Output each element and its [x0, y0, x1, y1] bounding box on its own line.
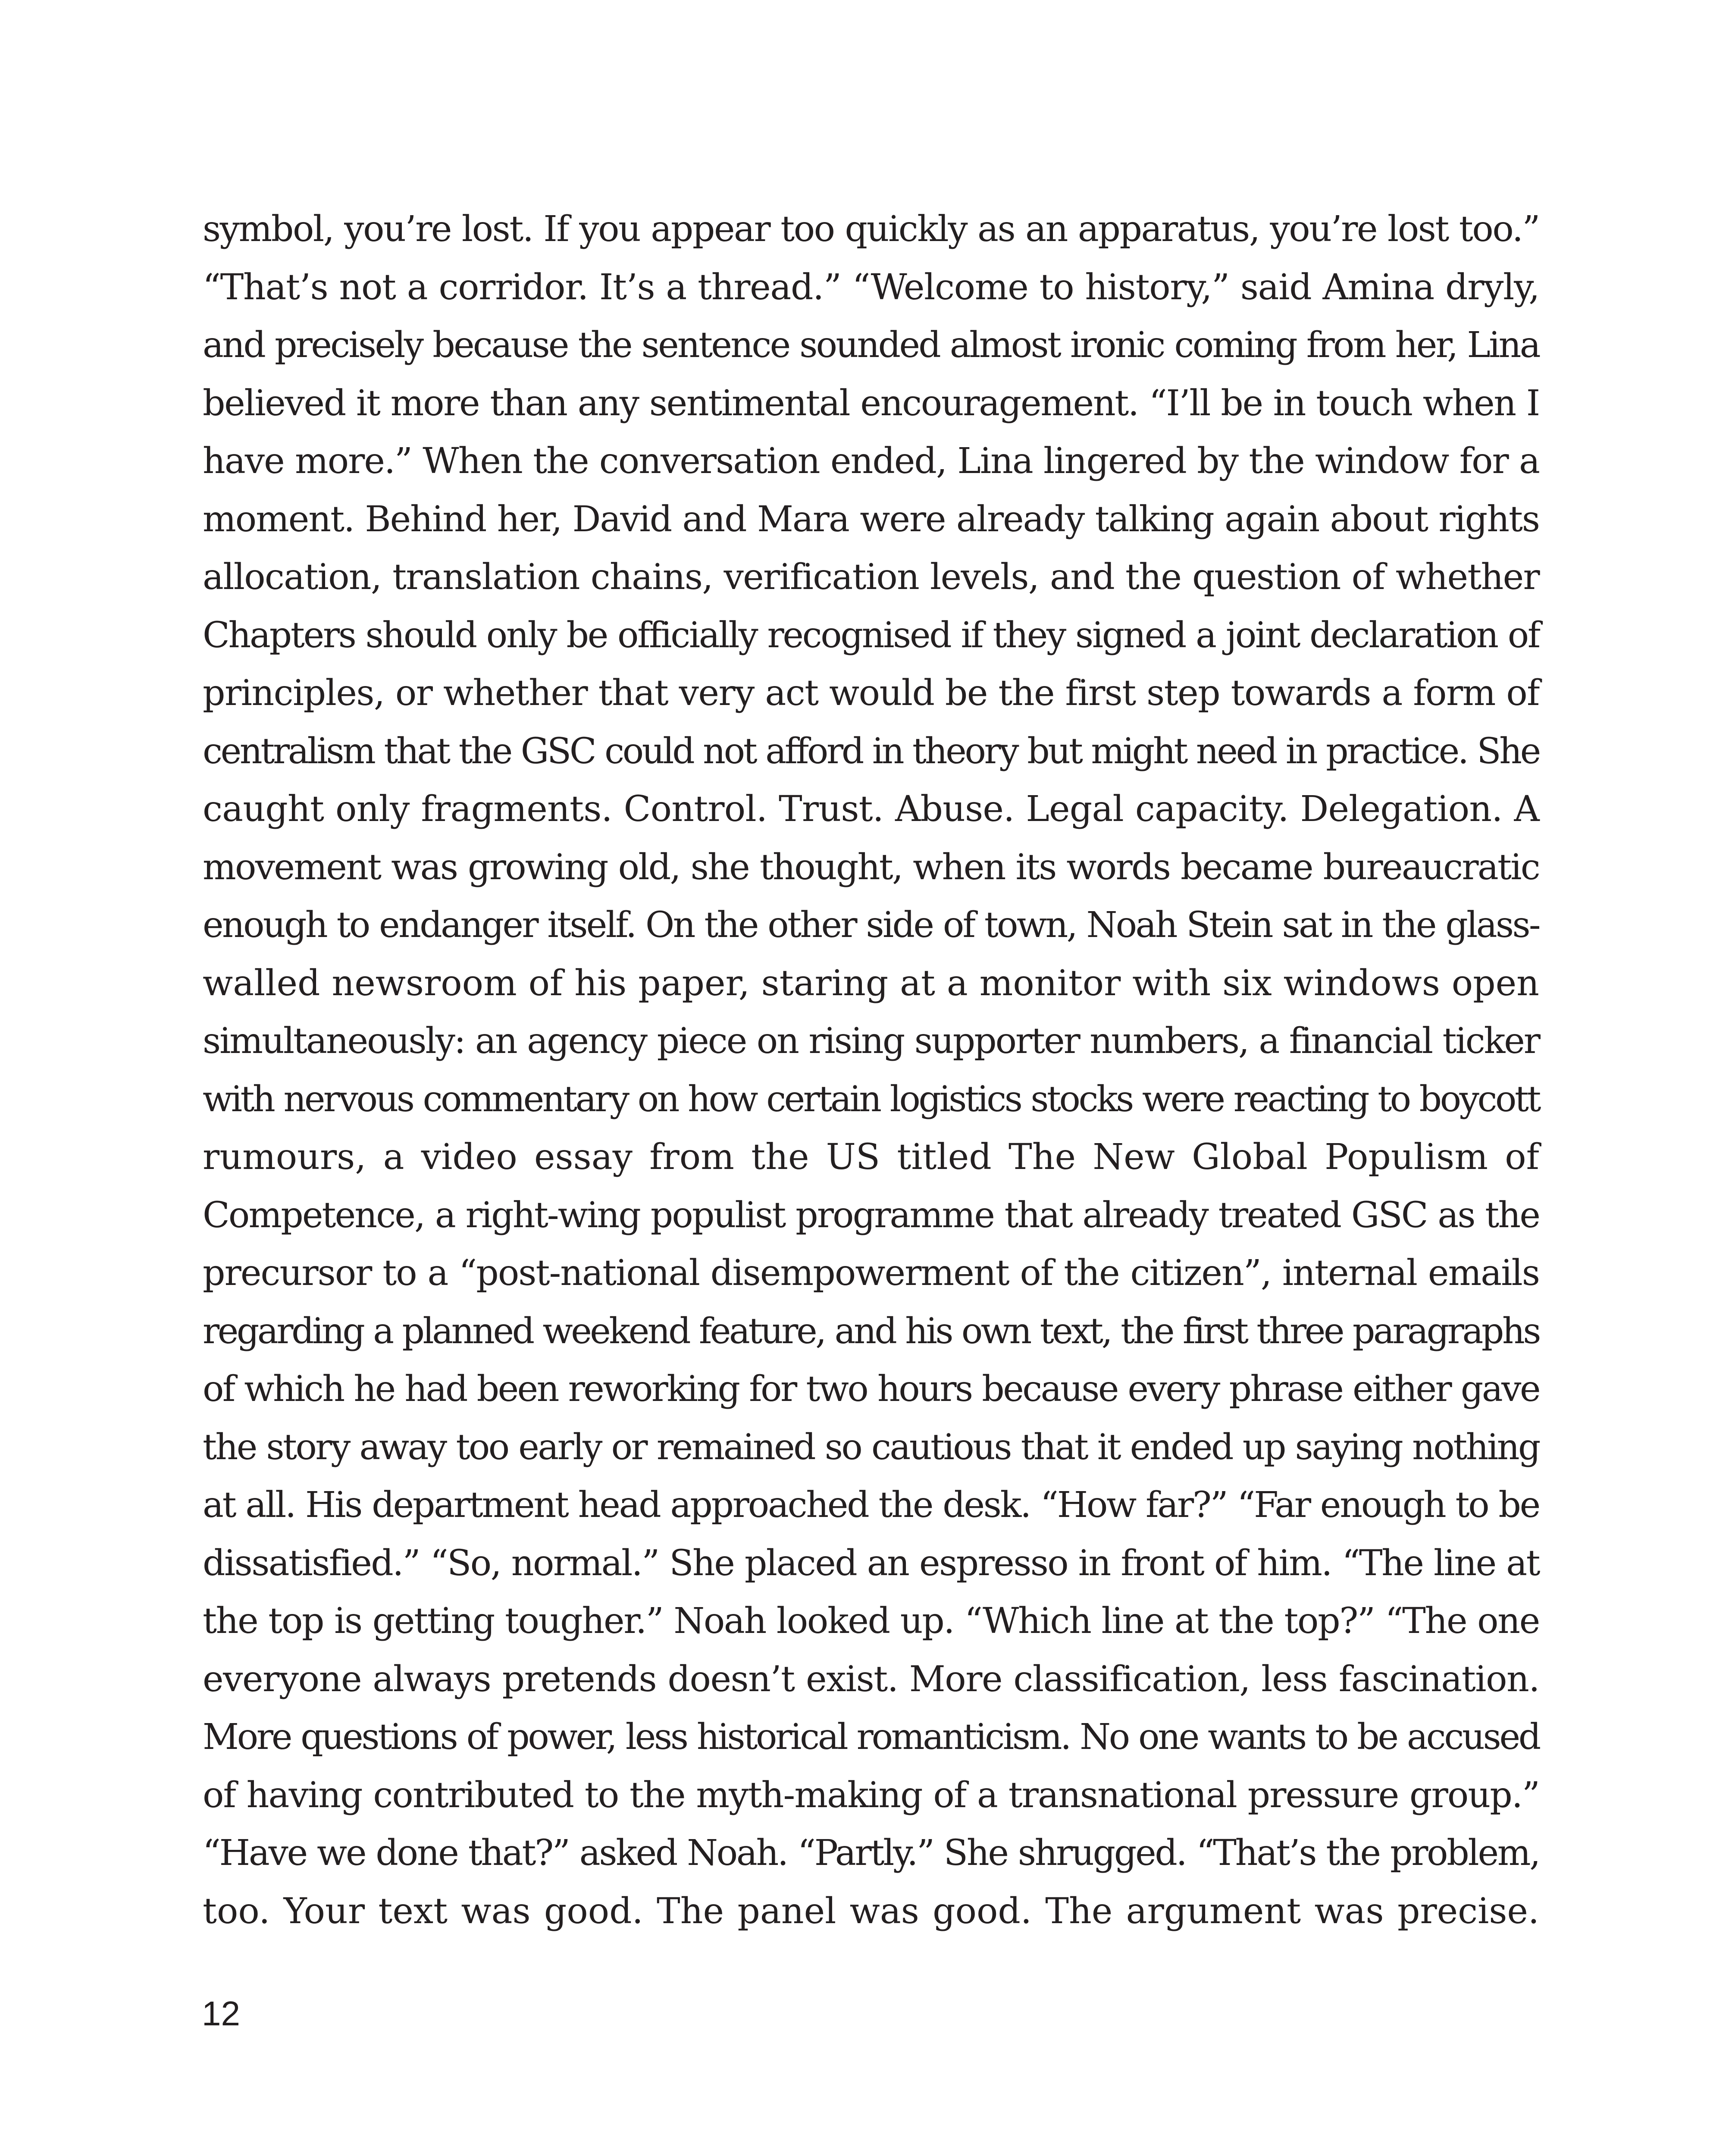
text-line: simultaneously: an agency piece on rising supporter numbers, a financial ticker	[203, 1021, 1539, 1062]
text-line: Competence, a right-wing populist programme that already treated GSC as the	[203, 1194, 1539, 1236]
text-line: moment. Behind her, David and Mara were already talking again about rights	[203, 498, 1539, 540]
text-line: enough to endanger itself. On the other side of town, Noah Stein sat in the glass-	[203, 905, 1539, 946]
text-line: the top is getting tougher.” Noah looked up. “Which line at the top?” “The one	[203, 1601, 1539, 1642]
text-line: “That’s not a corridor. It’s a thread.” “Welcome to history,” said Amina dryly,	[203, 266, 1539, 308]
text-line: “Have we done that?” asked Noah. “Partly.” She shrugged. “That’s the problem,	[203, 1833, 1539, 1874]
text-line: allocation, translation chains, verification levels, and the question of whether	[203, 557, 1539, 598]
text-line: centralism that the GSC could not afford in theory but might need in practice. She	[203, 730, 1539, 772]
text-line: movement was growing old, she thought, when its words became bureaucratic	[203, 846, 1539, 888]
text-line: believed it more than any sentimental encouragement. “I’ll be in touch when I	[203, 382, 1539, 424]
text-line: and precisely because the sentence sounded almost ironic coming from her, Lina	[203, 325, 1539, 366]
text-line: precursor to a “post-national disempowerment of the citizen”, internal emails	[203, 1253, 1539, 1294]
text-line: of having contributed to the myth-making of a transnational pressure group.”	[203, 1774, 1539, 1816]
text-line: the story away too early or remained so cautious that it ended up saying nothing	[203, 1426, 1539, 1468]
text-line: have more.” When the conversation ended, Lina lingered by the window for a	[203, 441, 1539, 482]
text-line: of which he had been reworking for two hours because every phrase either gave	[203, 1369, 1539, 1410]
text-line: with nervous commentary on how certain logistics stocks were reacting to boycott	[203, 1078, 1539, 1120]
text-line: everyone always pretends doesn’t exist. More classification, less fascination.	[203, 1658, 1539, 1700]
text-line: symbol, you’re lost. If you appear too quickly as an apparatus, you’re lost too.”	[203, 209, 1539, 250]
text-line: More questions of power, less historical romanticism. No one wants to be accused	[203, 1717, 1539, 1758]
text-line: regarding a planned weekend feature, and his own text, the first three paragraphs	[203, 1310, 1539, 1352]
body-text	[203, 201, 1539, 1940]
text-line: rumours, a video essay from the US titled The New Global Populism of	[203, 1137, 1539, 1178]
text-line: too. Your text was good. The panel was good. The argument was precise.	[203, 1890, 1539, 1932]
text-line: principles, or whether that very act would be the first step towards a form of	[203, 673, 1539, 714]
text-line: caught only fragments. Control. Trust. Abuse. Legal capacity. Delegation. A	[203, 789, 1539, 830]
page-number: 12	[202, 1994, 240, 2033]
text-line: Chapters should only be officially recognised if they signed a joint declaration of	[203, 614, 1539, 656]
text-line: dissatisfied.” “So, normal.” She placed an espresso in front of him. “The line at	[203, 1542, 1539, 1584]
text-line: at all. His department head approached the desk. “How far?” “Far enough to be	[203, 1485, 1539, 1526]
text-line: walled newsroom of his paper, staring at a monitor with six windows open	[203, 962, 1539, 1004]
